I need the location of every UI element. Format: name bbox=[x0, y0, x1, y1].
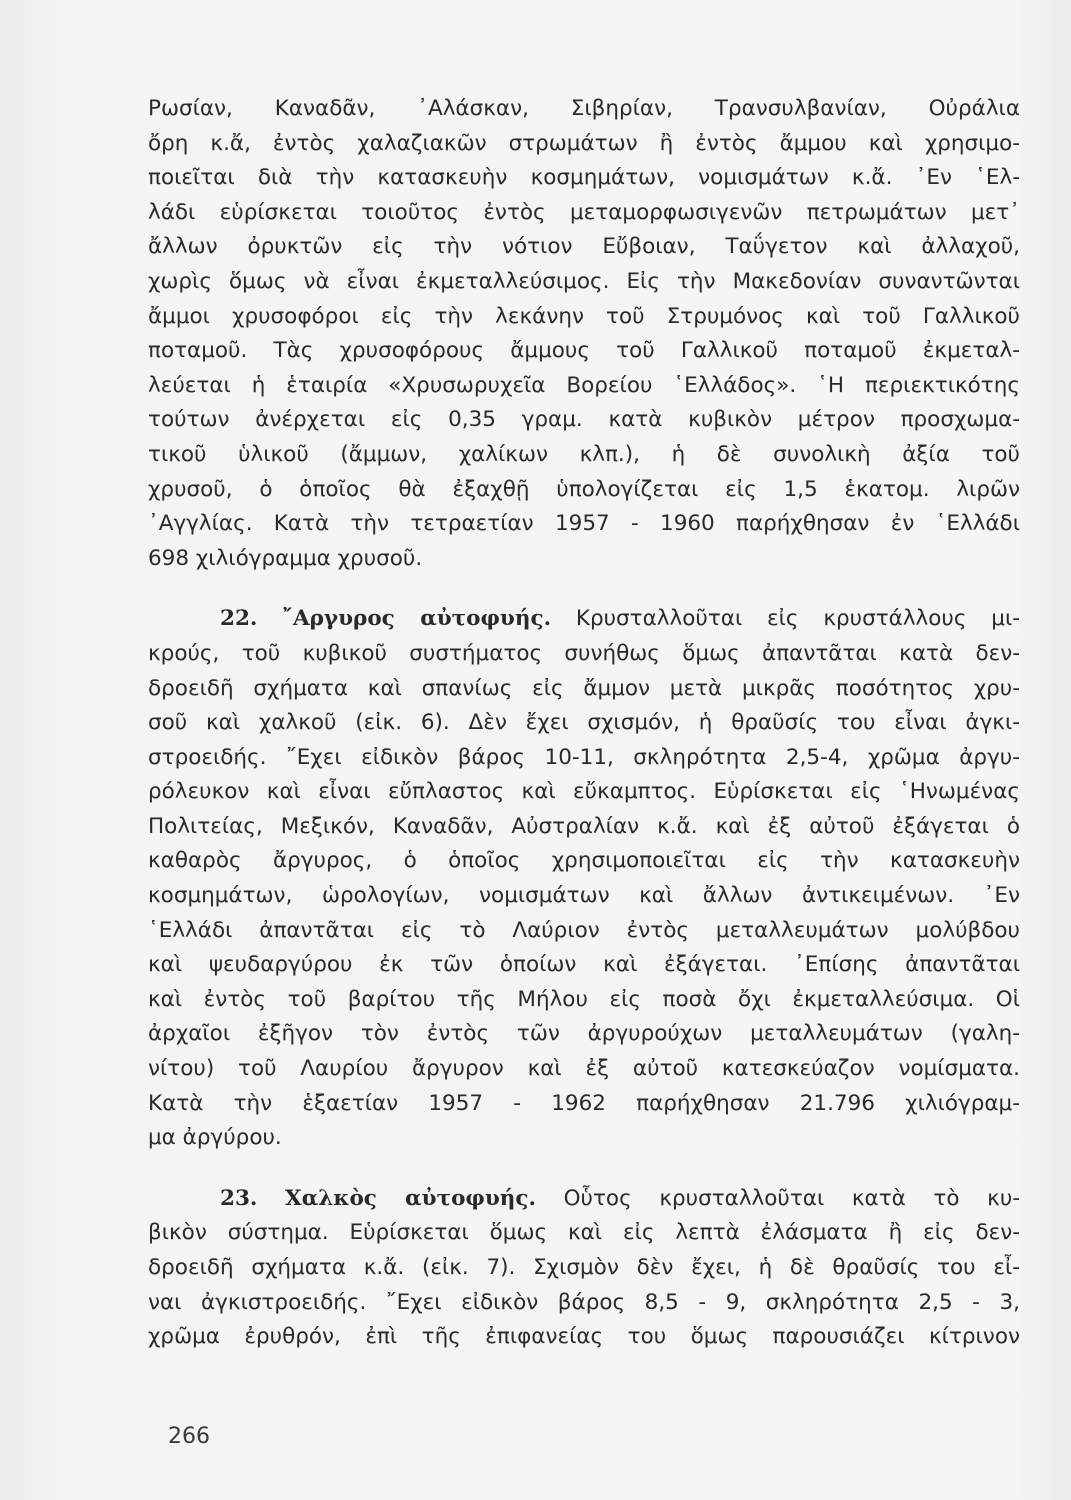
text-line: χρῶμα ἐρυθρόν, ἐπὶ τῆς ἐπιφανείας του ὅμως παρουσιάζει κίτρινον bbox=[148, 1324, 1020, 1350]
text-line: Ρωσίαν, Καναδᾶν, ᾿Αλάσκαν, Σιβηρίαν, Τρανσυλβανίαν, Οὐράλια bbox=[148, 96, 1020, 121]
text-line: βικὸν σύστημα. Εὑρίσκεται ὅμως καὶ εἰς λεπτὰ ἐλάσματα ἢ εἰς δεν- bbox=[148, 1220, 1020, 1246]
section-title: ῎Αργυρος αὐτοφυής. bbox=[282, 606, 552, 632]
text-line: δροειδῆ σχήματα κ.ἄ. (εἰκ. 7). Σχισμὸν δὲν ἔχει, ἡ δὲ θραῦσίς του εἶ- bbox=[148, 1255, 1020, 1280]
text-line: ἀρχαῖοι ἐξῆγον τὸν ἐντὸς τῶν ἀργυρούχων μεταλλευμάτων (γαλη- bbox=[148, 1021, 1020, 1047]
text-line: ναι ἀγκιστροειδής. ῎Εχει εἰδικὸν βάρος 8,5 - 9, σκληρότητα 2,5 - 3, bbox=[148, 1289, 1020, 1315]
section-22-silver bbox=[148, 602, 1020, 1156]
section-number: 22. bbox=[220, 606, 258, 632]
section-heading-line bbox=[148, 1182, 1020, 1217]
section-heading-line bbox=[148, 602, 1020, 637]
text-line: σοῦ καὶ χαλκοῦ (εἰκ. 6). Δὲν ἔχει σχισμόν, ἡ θραῦσίς του εἶναι ἀγκι- bbox=[148, 710, 1020, 736]
text-line: χρυσοῦ, ὁ ὁποῖος θὰ ἐξαχθῇ ὑπολογίζεται εἰς 1,5 ἑκατομ. λιρῶν bbox=[148, 476, 1020, 502]
page-number: 266 bbox=[168, 1424, 210, 1449]
text-line: τικοῦ ὑλικοῦ (ἄμμων, χαλίκων κλπ.), ἡ δὲ συνολικὴ ἀξία τοῦ bbox=[148, 441, 1020, 467]
text-line: ἄλλων ὀρυκτῶν εἰς τὴν νότιον Εὔβοιαν, Ταΰγετον καὶ ἀλλαχοῦ, bbox=[148, 234, 1020, 260]
text-line: λάδι εὑρίσκεται τοιοῦτος ἐντὸς μεταμορφωσιγενῶν πετρωμάτων μετ᾿ bbox=[148, 199, 1020, 225]
text-line: ποιεῖται διὰ τὴν κατασκευὴν κοσμημάτων, νομισμάτων κ.ἄ. ᾿Εν ῾Ελ- bbox=[148, 165, 1020, 191]
paragraph-gold bbox=[148, 92, 1020, 576]
section-23-copper bbox=[148, 1182, 1020, 1355]
section-first-line: Κρυσταλλοῦται εἰς κρυστάλλους μι- bbox=[575, 606, 1020, 632]
text-line: κοσμημάτων, ὡρολογίων, νομισμάτων καὶ ἄλλων ἀντικειμένων. ᾿Εν bbox=[148, 883, 1020, 909]
text-line: νίτου) τοῦ Λαυρίου ἄργυρον καὶ ἐξ αὐτοῦ κατεσκεύαζον νομίσματα. bbox=[148, 1056, 1020, 1082]
text-line: ποταμοῦ. Τὰς χρυσοφόρους ἄμμους τοῦ Γαλλικοῦ ποταμοῦ ἐκμεταλ- bbox=[148, 338, 1020, 364]
text-line: καὶ ἐντὸς τοῦ βαρίτου τῆς Μήλου εἰς ποσὰ ὄχι ἐκμεταλλεύσιμα. Οἱ bbox=[148, 986, 1020, 1012]
text-line: ὄρη κ.ἄ, ἐντὸς χαλαζιακῶν στρωμάτων ἢ ἐντὸς ἄμμου καὶ χρησιμο- bbox=[148, 130, 1020, 156]
text-line: Πολιτείας, Μεξικόν, Καναδᾶν, Αὐστραλίαν κ.ἄ. καὶ ἐξ αὐτοῦ ἐξάγεται ὁ bbox=[148, 813, 1020, 839]
text-line: στροειδής. ῎Εχει εἰδικὸν βάρος 10-11, σκληρότητα 2,5-4, χρῶμα ἀργυ- bbox=[148, 744, 1020, 770]
section-number: 23. bbox=[220, 1185, 258, 1211]
text-line: ρόλευκον καὶ εἶναι εὔπλαστος καὶ εὔκαμπτος. Εὑρίσκεται εἰς ῾Ηνωμένας bbox=[148, 779, 1020, 805]
text-line: δροειδῆ σχήματα καὶ σπανίως εἰς ἄμμον μετὰ μικρᾶς ποσότητος χρυ- bbox=[148, 675, 1020, 701]
text-line: καὶ ψευδαργύρου ἐκ τῶν ὁποίων καὶ ἐξάγεται. ᾿Επίσης ἀπαντᾶται bbox=[148, 952, 1020, 978]
page-text bbox=[148, 92, 1020, 1355]
text-line: 698 χιλιόγραμμα χρυσοῦ. bbox=[148, 545, 423, 571]
text-line: ἄμμοι χρυσοφόροι εἰς τὴν λεκάνην τοῦ Στρυμόνος καὶ τοῦ Γαλλικοῦ bbox=[148, 303, 1020, 329]
section-first-line: Οὗτος κρυσταλλοῦται κατὰ τὸ κυ- bbox=[563, 1185, 1021, 1211]
text-line: λεύεται ἡ ἑταιρία «Χρυσωρυχεῖα Βορείου ῾Ελλάδος». ῾Η περιεκτικότης bbox=[148, 372, 1020, 398]
text-line: μα ἀργύρου. bbox=[148, 1125, 282, 1151]
text-line: τούτων ἀνέρχεται εἰς 0,35 γραμ. κατὰ κυβικὸν μέτρον προσχωμα- bbox=[148, 407, 1020, 433]
text-line: χωρὶς ὅμως νὰ εἶναι ἐκμεταλλεύσιμος. Εἰς τὴν Μακεδονίαν συναντῶνται bbox=[148, 268, 1020, 294]
text-line: Κατὰ τὴν ἑξαετίαν 1957 - 1962 παρήχθησαν 21.796 χιλιόγραμ- bbox=[148, 1090, 1020, 1116]
text-line: καθαρὸς ἄργυρος, ὁ ὁποῖος χρησιμοποιεῖται εἰς τὴν κατασκευὴν bbox=[148, 848, 1020, 874]
text-line: κρούς, τοῦ κυβικοῦ συστήματος συνήθως ὅμως ἀπαντᾶται κατὰ δεν- bbox=[148, 640, 1020, 666]
text-line: ᾿Αγγλίας. Κατὰ τὴν τετραετίαν 1957 - 1960 παρήχθησαν ἐν ῾Ελλάδι bbox=[148, 511, 1020, 537]
text-line: ῾Ελλάδι ἀπαντᾶται εἰς τὸ Λαύριον ἐντὸς μεταλλευμάτων μολύβδου bbox=[148, 917, 1020, 943]
section-title: Χαλκὸς αὐτοφυής. bbox=[285, 1185, 536, 1211]
